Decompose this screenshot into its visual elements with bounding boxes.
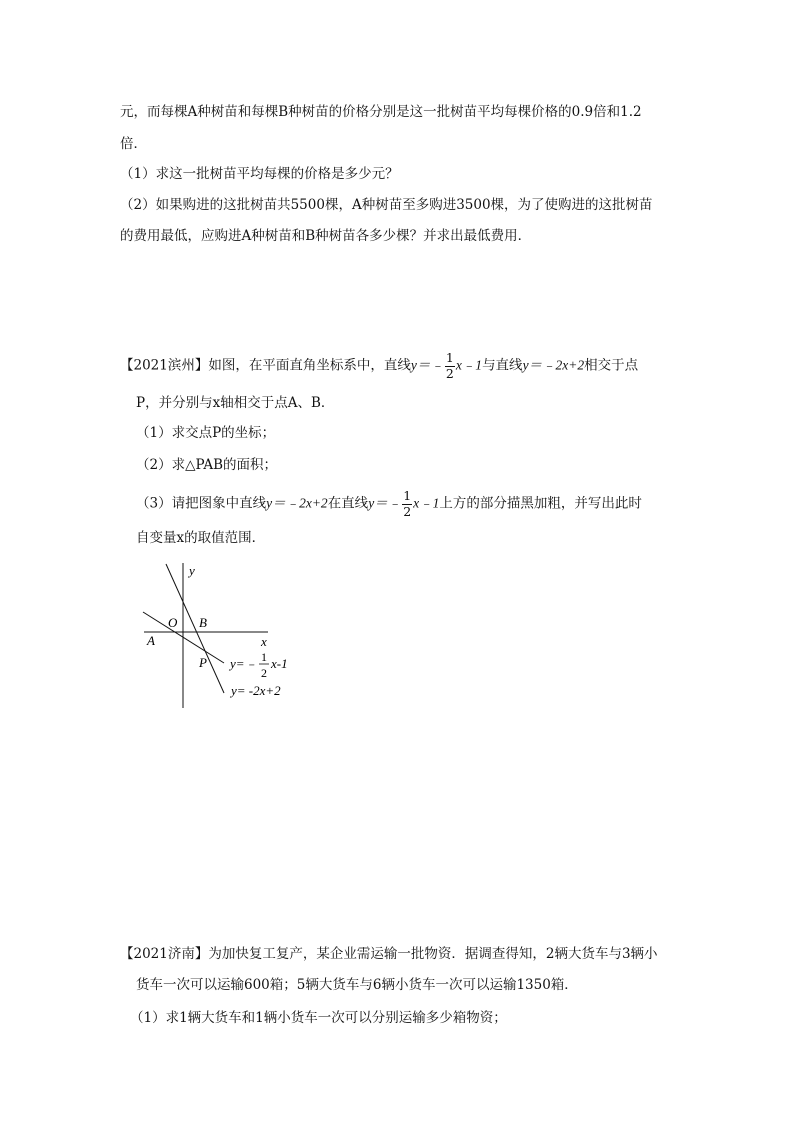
problem3-question1: （1）求1辆大货车和1辆小货车一次可以分别运输多少箱物资；	[130, 1010, 507, 1026]
problem2-question3-line2: 自变量x的取值范围．	[136, 530, 266, 546]
problem2-tag: 【2021滨州】	[120, 357, 209, 374]
fraction-numerator: 1	[445, 350, 454, 365]
label-y: y	[189, 563, 195, 578]
problem1-line2: 倍．	[120, 136, 147, 152]
line1-label-rhs: x-1	[271, 656, 288, 671]
problem1-line1: 元，而每棵A种树苗和每棵B种树苗的价格分别是这一批树苗平均每棵价格的0.9倍和1.2	[120, 104, 642, 120]
problem2-line2: P，并分别与x轴相交于点A、B．	[136, 395, 335, 411]
question3-equation1-lhs: y＝﹣	[368, 495, 402, 511]
problem3-text: 为加快复工复产，某企业需运输一批物资．据调查得知，2辆大货车与3辆小	[208, 946, 658, 962]
equation1-rhs: x﹣1	[455, 357, 483, 373]
problem3-tag: 【2021济南】	[120, 946, 209, 962]
fraction-denominator: 2	[403, 503, 412, 519]
equation1-lhs: y＝﹣	[410, 357, 444, 373]
problem2-intro-text-b: 与直线	[482, 357, 523, 374]
question3-text-c: 上方的部分描黑加粗，并写出此时	[439, 495, 642, 512]
label-origin: O	[168, 615, 178, 630]
question3-text-a: （3）请把图象中直线	[136, 495, 267, 512]
line1-label-lhs: y=﹣	[230, 656, 258, 671]
problem3-line1	[120, 948, 658, 962]
label-point-a: A	[147, 633, 155, 648]
fraction-denominator: 2	[445, 365, 454, 381]
label-point-p: P	[199, 655, 207, 670]
equation2: y＝﹣2x+2	[522, 357, 585, 373]
label-x: x	[261, 634, 267, 649]
question3-equation2: y＝﹣2x+2	[266, 495, 328, 511]
problem1-question2-line1: （2）如果购进的这批树苗共5500棵，A种树苗至多购进3500棵，为了使购进的这批树苗	[120, 197, 653, 213]
question3-equation1-rhs: x﹣1	[413, 495, 440, 511]
fraction-numerator: 1	[403, 488, 412, 503]
problem3-line2: 货车一次可以运输600箱；5辆大货车与6辆小货车一次可以运输1350箱．	[136, 977, 578, 993]
label-point-b: B	[199, 615, 207, 630]
problem2-question2: （2）求△PAB的面积；	[136, 457, 277, 473]
problem2-intro-text-c: 相交于点	[584, 357, 639, 374]
line1-label-denominator: 2	[261, 666, 267, 680]
problem1-question2-line2: 的费用最低，应购进A种树苗和B种树苗各多少棵？并求出最低费用．	[120, 228, 532, 244]
problem2-intro-text-a: 如图，在平面直角坐标系中，直线	[208, 357, 411, 374]
line2-label: y= -2x+2	[231, 683, 281, 698]
problem2-question1: （1）求交点P的坐标；	[136, 425, 276, 441]
problem1-question1: （1）求这一批树苗平均每棵的价格是多少元？	[120, 166, 399, 182]
line1-label-numerator: 1	[261, 650, 267, 664]
question3-text-b: 在直线	[327, 495, 369, 512]
